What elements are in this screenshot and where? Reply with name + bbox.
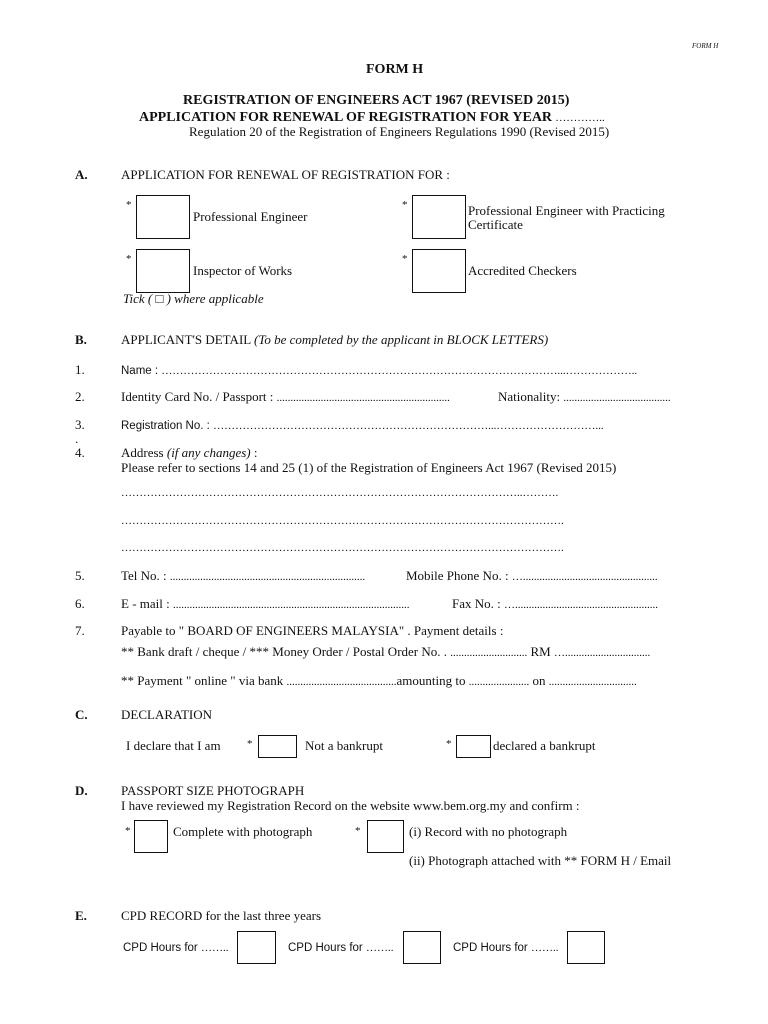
- section-c-letter: C.: [75, 707, 88, 722]
- cpd-hours-box-3[interactable]: [567, 931, 605, 964]
- checkbox-pe-practicing-certificate[interactable]: [412, 195, 466, 239]
- fax-field[interactable]: …....................................................: [504, 599, 658, 611]
- title-line-2-text: APPLICATION FOR RENEWAL OF REGISTRATION FOR YEAR: [139, 110, 553, 125]
- amounting-label: amounting to: [396, 673, 466, 688]
- cpd-year-1-field[interactable]: ……..: [201, 942, 229, 954]
- on-label: on: [532, 673, 546, 688]
- option-professional-engineer: Professional Engineer: [193, 209, 308, 224]
- payment-row-online: [121, 673, 637, 689]
- rm-field[interactable]: …...............................: [554, 647, 651, 659]
- section-b-heading-text: APPLICANT'S DETAIL: [121, 332, 251, 347]
- email-field[interactable]: ......................................................................................: [173, 599, 410, 611]
- item-number-4: 4.: [75, 445, 85, 460]
- nationality-label: Nationality:: [498, 389, 561, 404]
- star-marker: *: [402, 199, 408, 211]
- star-marker: *: [247, 738, 253, 750]
- registration-field[interactable]: …………………………………………………………………...………………………...: [213, 420, 604, 432]
- item-number-5: 5.: [75, 568, 85, 583]
- cpd-label: CPD Hours for: [453, 942, 528, 954]
- star-marker: *: [446, 738, 452, 750]
- email-label: E - mail :: [121, 596, 170, 611]
- cpd-hours-box-1[interactable]: [237, 931, 276, 964]
- order-no-field[interactable]: ............................: [450, 647, 528, 659]
- cpd-label: CPD Hours for: [123, 942, 198, 954]
- address-note: (if any changes): [166, 445, 251, 460]
- section-e-letter: E.: [75, 908, 87, 923]
- email-row: [121, 596, 410, 612]
- nationality-row: [498, 389, 671, 405]
- section-b-heading: [121, 332, 548, 348]
- bank-draft-label: ** Bank draft / cheque / *** Money Order / Postal Order No. .: [121, 644, 448, 659]
- checkbox-accredited-checkers[interactable]: [412, 249, 466, 293]
- tel-row: [121, 568, 365, 584]
- checkbox-record-no-photograph[interactable]: [367, 820, 404, 853]
- star-marker: *: [125, 825, 131, 837]
- form-tag: FORM H: [692, 42, 719, 50]
- star-marker: *: [355, 825, 361, 837]
- rm-label: RM: [530, 644, 551, 659]
- address-line-2[interactable]: ………………………………………………………………………………………………………….: [121, 515, 564, 527]
- star-marker: *: [126, 253, 132, 265]
- section-b-letter: B.: [75, 332, 87, 347]
- option-complete-with-photograph: Complete with photograph: [173, 824, 313, 839]
- mobile-field[interactable]: ….................................................: [511, 571, 658, 583]
- item-number-6: 6.: [75, 596, 85, 611]
- online-payment-label: ** Payment " online " via bank: [121, 673, 284, 688]
- date-field[interactable]: ................................: [548, 676, 637, 688]
- ic-label: Identity Card No. / Passport :: [121, 389, 274, 404]
- item-number-2: 2.: [75, 389, 85, 404]
- name-label: Name :: [121, 365, 159, 377]
- option-inspector-of-works: Inspector of Works: [193, 263, 293, 278]
- star-marker: *: [126, 199, 132, 211]
- cpd-label: CPD Hours for: [288, 942, 363, 954]
- checkbox-professional-engineer[interactable]: [136, 195, 190, 239]
- item-number-3: 3.: [75, 417, 85, 432]
- subtitle: Regulation 20 of the Registration of Engineers Regulations 1990 (Revised 2015): [189, 124, 610, 139]
- reviewed-text: I have reviewed my Registration Record on the website www.bem.org.my and confirm :: [121, 798, 580, 813]
- mobile-label: Mobile Phone No. :: [406, 568, 509, 583]
- item-number-1: 1.: [75, 362, 85, 377]
- checkbox-inspector-of-works[interactable]: [136, 249, 190, 293]
- address-label-row: [121, 445, 258, 461]
- option-record-no-photograph: (i) Record with no photograph: [409, 824, 568, 839]
- section-b-heading-note: (To be completed by the applicant in BLOCK LETTERS): [253, 332, 549, 347]
- tel-label: Tel No. :: [121, 568, 167, 583]
- payable-text: Payable to " BOARD OF ENGINEERS MALAYSIA" . Payment details :: [121, 623, 504, 638]
- form-title: FORM H: [366, 62, 424, 77]
- section-e-heading: CPD RECORD for the last three years: [121, 908, 322, 923]
- option-photograph-attached: (ii) Photograph attached with ** FORM H / Email: [409, 853, 672, 868]
- item-number-7: 7.: [75, 623, 85, 638]
- mobile-row: [406, 568, 658, 584]
- cpd-year-2-field[interactable]: ……..: [366, 942, 394, 954]
- section-a-letter: A.: [75, 167, 88, 182]
- tick-note: Tick ( □ ) where applicable: [123, 291, 264, 306]
- cpd-year-1-label: [123, 939, 229, 955]
- registration-row: [121, 417, 604, 433]
- ic-field[interactable]: ...............................................................: [276, 392, 450, 404]
- section-d-heading: PASSPORT SIZE PHOTOGRAPH: [121, 783, 305, 798]
- fax-label: Fax No. :: [452, 596, 501, 611]
- section-d-letter: D.: [75, 783, 88, 798]
- checkbox-declared-bankrupt[interactable]: [456, 735, 491, 758]
- payment-row-bank-draft: [121, 644, 650, 660]
- bank-field[interactable]: ........................................: [286, 676, 397, 688]
- title-year-dots: …………..: [555, 112, 605, 124]
- option-declared-bankrupt: declared a bankrupt: [493, 738, 596, 753]
- cpd-year-3-field[interactable]: ……..: [531, 942, 559, 954]
- address-line-1[interactable]: ………………………………………………………………………………………………..……….: [121, 487, 559, 499]
- declare-text: I declare that I am: [126, 738, 221, 753]
- address-reference: Please refer to sections 14 and 25 (1) of the Registration of Engineers Act 1967 (Revised 2015): [121, 460, 617, 475]
- address-line-3[interactable]: ………………………………………………………………………………………………………….: [121, 542, 564, 554]
- registration-label: Registration No. :: [121, 420, 210, 432]
- nationality-field[interactable]: .......................................: [563, 392, 671, 404]
- address-colon: :: [253, 445, 258, 460]
- section-a-heading: APPLICATION FOR RENEWAL OF REGISTRATION FOR :: [121, 167, 450, 182]
- cpd-hours-box-2[interactable]: [403, 931, 441, 964]
- tel-field[interactable]: .......................................................................: [169, 571, 366, 583]
- checkbox-not-bankrupt[interactable]: [258, 735, 297, 758]
- option-accredited-checkers: Accredited Checkers: [468, 263, 577, 278]
- address-label: Address: [121, 445, 164, 460]
- name-row[interactable]: [121, 362, 637, 378]
- checkbox-complete-with-photograph[interactable]: [134, 820, 168, 853]
- ic-row: [121, 389, 450, 405]
- option-pe-practicing-line2: Certificate: [468, 217, 523, 232]
- cpd-year-2-label: [288, 939, 394, 955]
- section-c-heading: DECLARATION: [121, 707, 212, 722]
- name-field[interactable]: ………………………………………………………………………………………………...………………..: [161, 365, 638, 377]
- item-number-3-dot: .: [75, 431, 79, 446]
- title-line-1: REGISTRATION OF ENGINEERS ACT 1967 (REVISED 2015): [183, 93, 570, 108]
- amount-field[interactable]: ......................: [468, 676, 530, 688]
- option-pe-practicing-line1: Professional Engineer with Practicing: [468, 203, 665, 218]
- fax-row: [452, 596, 658, 612]
- cpd-year-3-label: [453, 939, 559, 955]
- star-marker: *: [402, 253, 408, 265]
- option-not-bankrupt: Not a bankrupt: [305, 738, 383, 753]
